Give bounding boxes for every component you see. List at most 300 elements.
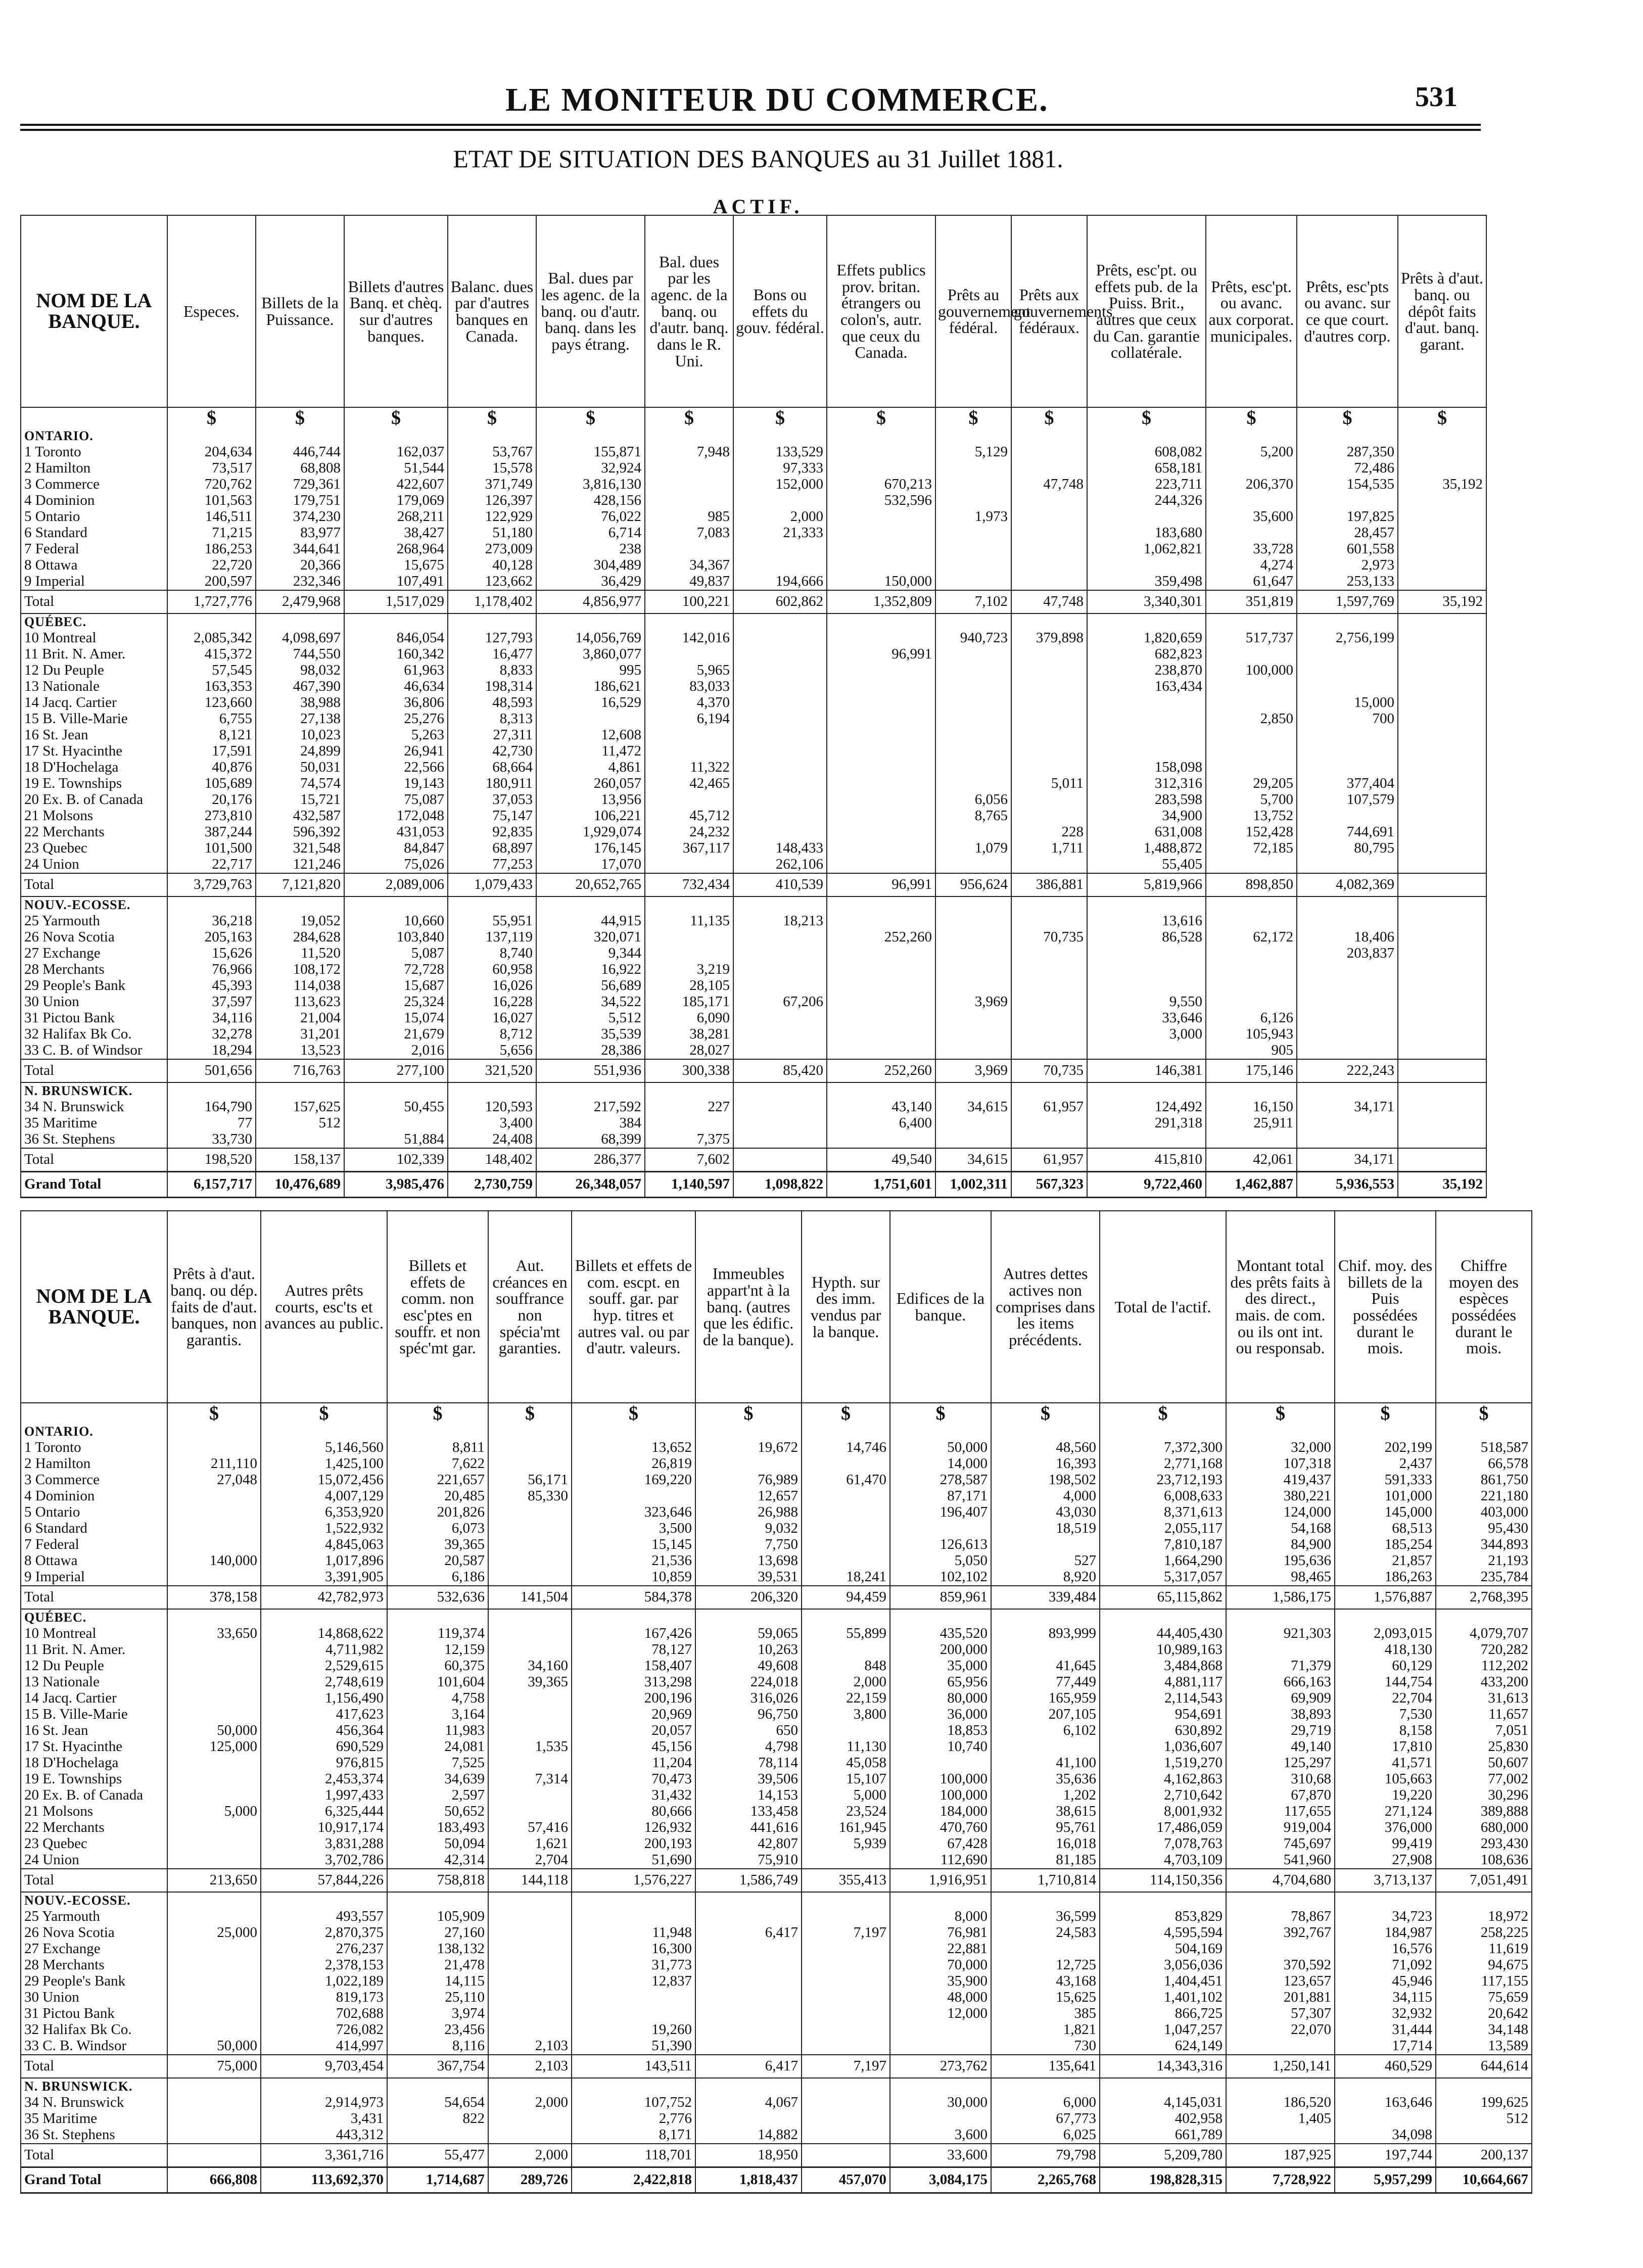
value-cell: 260,057 bbox=[536, 776, 645, 792]
value-cell bbox=[448, 613, 536, 630]
value-cell: 57,844,226 bbox=[261, 1869, 387, 1892]
value-cell bbox=[167, 1771, 261, 1787]
value-cell: 47,748 bbox=[1011, 590, 1087, 613]
value-cell: 1,062,821 bbox=[1087, 541, 1206, 557]
value-cell: $ bbox=[802, 1403, 890, 1424]
bank-name-cell: 27 Exchange bbox=[21, 1941, 167, 1957]
value-cell: 107,318 bbox=[1226, 1456, 1335, 1472]
value-cell: $ bbox=[261, 1403, 387, 1424]
value-cell: $ bbox=[733, 407, 827, 428]
value-cell: 200,196 bbox=[572, 1690, 695, 1707]
value-cell bbox=[1436, 1892, 1532, 1909]
value-cell: 32,932 bbox=[1335, 2006, 1436, 2022]
value-cell: 8,371,613 bbox=[1100, 1504, 1226, 1521]
grand-total-row bbox=[21, 2167, 1532, 2193]
value-cell bbox=[1398, 994, 1486, 1010]
value-cell: 57,416 bbox=[488, 1820, 572, 1836]
value-cell: 1,178,402 bbox=[448, 590, 536, 613]
value-cell bbox=[1398, 808, 1486, 824]
value-cell bbox=[695, 1990, 802, 2006]
value-cell: 12,608 bbox=[536, 727, 645, 743]
value-cell: 94,459 bbox=[802, 1586, 890, 1609]
table-row bbox=[21, 711, 1486, 727]
value-cell bbox=[991, 1892, 1100, 1909]
value-cell bbox=[1011, 1010, 1087, 1026]
value-cell: 21,536 bbox=[572, 1553, 695, 1569]
value-cell bbox=[1087, 711, 1206, 727]
value-cell bbox=[1398, 1115, 1486, 1131]
value-cell bbox=[827, 808, 935, 824]
value-cell: 4,079,707 bbox=[1436, 1626, 1532, 1642]
running-header: LE MONITEUR DU COMMERCE. bbox=[505, 81, 1049, 118]
value-cell: 126,613 bbox=[890, 1537, 991, 1553]
value-cell bbox=[802, 2111, 890, 2127]
value-cell: 126,932 bbox=[572, 1820, 695, 1836]
value-cell: 55,899 bbox=[802, 1626, 890, 1642]
value-cell: 5,512 bbox=[536, 1010, 645, 1026]
value-cell: 75,087 bbox=[344, 792, 448, 808]
value-cell bbox=[827, 460, 935, 477]
value-cell bbox=[645, 1115, 733, 1131]
value-cell bbox=[1206, 1131, 1297, 1148]
value-cell bbox=[1206, 743, 1297, 760]
value-cell bbox=[1011, 994, 1087, 1010]
value-cell bbox=[890, 2078, 991, 2095]
value-cell bbox=[733, 1043, 827, 1059]
value-cell bbox=[695, 1609, 802, 1626]
value-cell bbox=[1398, 679, 1486, 695]
value-cell: 76,981 bbox=[890, 1925, 991, 1941]
value-cell: 70,735 bbox=[1011, 929, 1087, 946]
value-cell: 3,974 bbox=[387, 2006, 488, 2022]
bank-name-cell: 16 St. Jean bbox=[21, 727, 167, 743]
bank-name-cell: 11 Brit. N. Amer. bbox=[21, 1642, 167, 1658]
value-cell bbox=[1011, 460, 1087, 477]
value-cell: 1,727,776 bbox=[167, 590, 256, 613]
value-cell: 2,710,642 bbox=[1100, 1787, 1226, 1804]
bank-name-cell: 30 Union bbox=[21, 1990, 167, 2006]
value-cell: 954,691 bbox=[1100, 1707, 1226, 1723]
value-cell: 33,646 bbox=[1087, 1010, 1206, 1026]
value-cell: 112,690 bbox=[890, 1852, 991, 1869]
value-cell: 10,740 bbox=[890, 1739, 991, 1755]
value-cell: 15,687 bbox=[344, 978, 448, 994]
value-cell bbox=[1398, 1131, 1486, 1148]
value-cell: 17,070 bbox=[536, 857, 645, 873]
value-cell bbox=[1398, 743, 1486, 760]
value-cell: 146,511 bbox=[167, 509, 256, 525]
value-cell: 5,011 bbox=[1011, 776, 1087, 792]
value-cell: 49,140 bbox=[1226, 1739, 1335, 1755]
value-cell bbox=[167, 613, 256, 630]
value-cell bbox=[1398, 727, 1486, 743]
value-cell bbox=[1297, 978, 1398, 994]
value-cell bbox=[167, 428, 256, 444]
value-cell: 36,599 bbox=[991, 1909, 1100, 1925]
value-cell: 321,520 bbox=[448, 1059, 536, 1082]
bank-name-cell: 28 Merchants bbox=[21, 962, 167, 978]
value-cell: 2,453,374 bbox=[261, 1771, 387, 1787]
table-row bbox=[21, 840, 1486, 857]
value-cell: 55,405 bbox=[1087, 857, 1206, 873]
column-header: Prêts, esc'pts ou avanc. sur ce que court. d'autres corp. bbox=[1297, 215, 1398, 407]
value-cell bbox=[167, 1424, 261, 1440]
value-cell: 105,909 bbox=[387, 1909, 488, 1925]
value-cell bbox=[802, 2006, 890, 2022]
value-cell: $ bbox=[935, 407, 1011, 428]
value-cell bbox=[167, 1941, 261, 1957]
value-cell: 43,140 bbox=[827, 1099, 935, 1115]
bank-name-cell: ONTARIO. bbox=[21, 428, 167, 444]
value-cell bbox=[1297, 808, 1398, 824]
value-cell: 435,520 bbox=[890, 1626, 991, 1642]
bank-name-cell: 1 Toronto bbox=[21, 1440, 167, 1456]
value-cell: 54,654 bbox=[387, 2095, 488, 2111]
currency-row bbox=[21, 1403, 1532, 1424]
value-cell: 5,146,560 bbox=[261, 1440, 387, 1456]
value-cell: 744,691 bbox=[1297, 824, 1398, 840]
value-cell: 1,711 bbox=[1011, 840, 1087, 857]
value-cell bbox=[935, 663, 1011, 679]
column-header: Prêts à d'aut. banq. ou dépôt faits d'aut. banq. garant. bbox=[1398, 215, 1486, 407]
value-cell: 69,909 bbox=[1226, 1690, 1335, 1707]
value-cell: 98,465 bbox=[1226, 1569, 1335, 1586]
table-row bbox=[21, 1836, 1532, 1852]
value-cell: 44,915 bbox=[536, 913, 645, 929]
value-cell bbox=[167, 2022, 261, 2038]
value-cell: 68,897 bbox=[448, 840, 536, 857]
value-cell bbox=[802, 1852, 890, 1869]
value-cell: 183,493 bbox=[387, 1820, 488, 1836]
value-cell: 133,458 bbox=[695, 1804, 802, 1820]
value-cell bbox=[536, 896, 645, 913]
value-cell bbox=[645, 946, 733, 962]
value-cell bbox=[935, 646, 1011, 663]
value-cell: 441,616 bbox=[695, 1820, 802, 1836]
table-row bbox=[21, 1909, 1532, 1925]
table-row bbox=[21, 1941, 1532, 1957]
value-cell: 389,888 bbox=[1436, 1804, 1532, 1820]
value-cell: 41,645 bbox=[991, 1658, 1100, 1674]
value-cell bbox=[827, 557, 935, 574]
value-cell: 18,213 bbox=[733, 913, 827, 929]
value-cell bbox=[1011, 946, 1087, 962]
value-cell: 157,625 bbox=[256, 1099, 344, 1115]
value-cell: 185,171 bbox=[645, 994, 733, 1010]
value-cell: 1,401,102 bbox=[1100, 1990, 1226, 2006]
value-cell bbox=[256, 428, 344, 444]
value-cell: 84,900 bbox=[1226, 1537, 1335, 1553]
value-cell: 50,094 bbox=[387, 1836, 488, 1852]
value-cell: 40,128 bbox=[448, 557, 536, 574]
value-cell bbox=[1226, 1424, 1335, 1440]
table-row bbox=[21, 857, 1486, 873]
value-cell: 859,961 bbox=[890, 1586, 991, 1609]
value-cell bbox=[167, 1990, 261, 2006]
value-cell bbox=[1398, 428, 1486, 444]
value-cell: 16,018 bbox=[991, 1836, 1100, 1852]
value-cell: 108,172 bbox=[256, 962, 344, 978]
value-cell bbox=[991, 1609, 1100, 1626]
value-cell: 370,592 bbox=[1226, 1957, 1335, 1973]
table-row bbox=[21, 1131, 1486, 1148]
value-cell: 148,402 bbox=[448, 1148, 536, 1172]
value-cell bbox=[1398, 1010, 1486, 1026]
bank-name-cell: 4 Dominion bbox=[21, 1488, 167, 1504]
value-cell: 169,220 bbox=[572, 1472, 695, 1488]
value-cell: 40,876 bbox=[167, 760, 256, 776]
value-cell: 2,914,973 bbox=[261, 2095, 387, 2111]
value-cell bbox=[1087, 896, 1206, 913]
value-cell: 199,625 bbox=[1436, 2095, 1532, 2111]
value-cell: 1,022,189 bbox=[261, 1973, 387, 1990]
value-cell bbox=[802, 1642, 890, 1658]
value-cell: 11,520 bbox=[256, 946, 344, 962]
bank-name-cell: 6 Standard bbox=[21, 1521, 167, 1537]
value-cell bbox=[1226, 1642, 1335, 1658]
value-cell bbox=[256, 613, 344, 630]
value-cell: 23,524 bbox=[802, 1804, 890, 1820]
value-cell: 379,898 bbox=[1011, 630, 1087, 646]
value-cell: 716,763 bbox=[256, 1059, 344, 1082]
region-heading-row bbox=[21, 2078, 1532, 2095]
value-cell: 100,000 bbox=[1206, 663, 1297, 679]
value-cell: 758,818 bbox=[387, 1869, 488, 1892]
value-cell: $ bbox=[1100, 1403, 1226, 1424]
value-cell: 42,807 bbox=[695, 1836, 802, 1852]
value-cell bbox=[1011, 743, 1087, 760]
value-cell: 176,145 bbox=[536, 840, 645, 857]
value-cell: 601,558 bbox=[1297, 541, 1398, 557]
value-cell bbox=[1011, 679, 1087, 695]
value-cell bbox=[733, 630, 827, 646]
value-cell: 682,823 bbox=[1087, 646, 1206, 663]
value-cell: 5,209,780 bbox=[1100, 2144, 1226, 2167]
value-cell: 24,899 bbox=[256, 743, 344, 760]
value-cell: 283,598 bbox=[1087, 792, 1206, 808]
value-cell: 293,430 bbox=[1436, 1836, 1532, 1852]
value-cell: 105,943 bbox=[1206, 1026, 1297, 1043]
value-cell: 101,000 bbox=[1335, 1488, 1436, 1504]
value-cell bbox=[167, 1569, 261, 1586]
value-cell: 19,143 bbox=[344, 776, 448, 792]
value-cell: 78,114 bbox=[695, 1755, 802, 1771]
value-cell: 75,659 bbox=[1436, 1990, 1532, 2006]
value-cell bbox=[1087, 727, 1206, 743]
value-cell: 108,636 bbox=[1436, 1852, 1532, 1869]
bank-name-cell: 5 Ontario bbox=[21, 509, 167, 525]
value-cell: 9,703,454 bbox=[261, 2055, 387, 2078]
value-cell: 8,833 bbox=[448, 663, 536, 679]
value-cell: 31,773 bbox=[572, 1957, 695, 1973]
value-cell bbox=[827, 994, 935, 1010]
value-cell bbox=[935, 946, 1011, 962]
value-cell: 3,816,130 bbox=[536, 477, 645, 493]
value-cell: 75,147 bbox=[448, 808, 536, 824]
value-cell bbox=[827, 962, 935, 978]
value-cell: 61,957 bbox=[1011, 1099, 1087, 1115]
value-cell: 6,400 bbox=[827, 1115, 935, 1131]
value-cell bbox=[733, 776, 827, 792]
value-cell: 4,145,031 bbox=[1100, 2095, 1226, 2111]
value-cell bbox=[261, 1892, 387, 1909]
value-cell: 8,765 bbox=[935, 808, 1011, 824]
value-cell: 102,102 bbox=[890, 1569, 991, 1586]
value-cell: 13,616 bbox=[1087, 913, 1206, 929]
value-cell bbox=[1297, 1043, 1398, 1059]
table-row bbox=[21, 525, 1486, 541]
value-cell bbox=[733, 541, 827, 557]
table-row bbox=[21, 1787, 1532, 1804]
value-cell bbox=[1206, 857, 1297, 873]
value-cell bbox=[1398, 824, 1486, 840]
value-cell bbox=[167, 1852, 261, 1869]
value-cell: 7,810,187 bbox=[1100, 1537, 1226, 1553]
value-cell: 20,057 bbox=[572, 1723, 695, 1739]
value-cell: 608,082 bbox=[1087, 444, 1206, 460]
value-cell: 410,539 bbox=[733, 873, 827, 896]
value-cell bbox=[261, 2078, 387, 2095]
value-cell bbox=[1297, 727, 1398, 743]
value-cell bbox=[1297, 613, 1398, 630]
value-cell bbox=[1206, 679, 1297, 695]
section-title: ACTIF. bbox=[713, 195, 804, 218]
value-cell bbox=[1011, 428, 1087, 444]
value-cell: 1,821 bbox=[991, 2022, 1100, 2038]
column-header: Autres dettes actives non comprises dans les items précédents. bbox=[991, 1211, 1100, 1403]
value-cell: 501,656 bbox=[167, 1059, 256, 1082]
value-cell: 20,176 bbox=[167, 792, 256, 808]
value-cell: 13,956 bbox=[536, 792, 645, 808]
value-cell: 35,192 bbox=[1398, 590, 1486, 613]
value-cell: 6,056 bbox=[935, 792, 1011, 808]
value-cell: 470,760 bbox=[890, 1820, 991, 1836]
value-cell: 6,073 bbox=[387, 1521, 488, 1537]
value-cell bbox=[167, 1674, 261, 1690]
value-cell: 7,083 bbox=[645, 525, 733, 541]
value-cell: 661,789 bbox=[1100, 2127, 1226, 2144]
bank-name-cell: 35 Maritime bbox=[21, 1115, 167, 1131]
value-cell bbox=[1398, 630, 1486, 646]
table-row bbox=[21, 2111, 1532, 2127]
value-cell bbox=[802, 1892, 890, 1909]
value-cell bbox=[1398, 557, 1486, 574]
value-cell: 1,522,932 bbox=[261, 1521, 387, 1537]
bank-name-cell: NOUV.-ECOSSE. bbox=[21, 1892, 167, 1909]
value-cell: 95,430 bbox=[1436, 1521, 1532, 1537]
value-cell: 313,298 bbox=[572, 1674, 695, 1690]
value-cell: 32,278 bbox=[167, 1026, 256, 1043]
value-cell bbox=[1398, 792, 1486, 808]
value-cell: 16,228 bbox=[448, 994, 536, 1010]
value-cell: $ bbox=[695, 1403, 802, 1424]
value-cell: 4,162,863 bbox=[1100, 1771, 1226, 1787]
value-cell: 186,263 bbox=[1335, 1569, 1436, 1586]
value-cell bbox=[827, 840, 935, 857]
value-cell: 49,608 bbox=[695, 1658, 802, 1674]
value-cell: 94,675 bbox=[1436, 1957, 1532, 1973]
value-cell: 26,819 bbox=[572, 1456, 695, 1472]
value-cell: 70,000 bbox=[890, 1957, 991, 1973]
value-cell: 853,829 bbox=[1100, 1909, 1226, 1925]
value-cell: 135,641 bbox=[991, 2055, 1100, 2078]
region-heading-row bbox=[21, 896, 1486, 913]
value-cell: 27,138 bbox=[256, 711, 344, 727]
value-cell: 112,202 bbox=[1436, 1658, 1532, 1674]
value-cell: 34,148 bbox=[1436, 2022, 1532, 2038]
value-cell: 7,121,820 bbox=[256, 873, 344, 896]
value-cell: 73,517 bbox=[167, 460, 256, 477]
value-cell: 99,419 bbox=[1335, 1836, 1436, 1852]
value-cell: 35,192 bbox=[1398, 477, 1486, 493]
bank-name-cell: 13 Nationale bbox=[21, 1674, 167, 1690]
value-cell: 106,221 bbox=[536, 808, 645, 824]
value-cell: 8,313 bbox=[448, 711, 536, 727]
value-cell: 273,762 bbox=[890, 2055, 991, 2078]
table-row bbox=[21, 1553, 1532, 1569]
value-cell: 8,001,932 bbox=[1100, 1804, 1226, 1820]
value-cell: $ bbox=[1436, 1403, 1532, 1424]
table-row bbox=[21, 1626, 1532, 1642]
value-cell: 1,714,687 bbox=[387, 2167, 488, 2193]
value-cell: 113,623 bbox=[256, 994, 344, 1010]
value-cell: 101,500 bbox=[167, 840, 256, 857]
value-cell: 65,956 bbox=[890, 1674, 991, 1690]
value-cell bbox=[1398, 1059, 1486, 1082]
value-cell: 19,052 bbox=[256, 913, 344, 929]
value-cell: 567,323 bbox=[1011, 1172, 1087, 1198]
value-cell: 97,333 bbox=[733, 460, 827, 477]
value-cell: 6,325,444 bbox=[261, 1804, 387, 1820]
value-cell bbox=[802, 1488, 890, 1504]
value-cell: 80,795 bbox=[1297, 840, 1398, 857]
value-cell: 3,056,036 bbox=[1100, 1957, 1226, 1973]
value-cell: 35,539 bbox=[536, 1026, 645, 1043]
value-cell: 34,723 bbox=[1335, 1909, 1436, 1925]
table-row bbox=[21, 541, 1486, 557]
value-cell: 34,615 bbox=[935, 1148, 1011, 1172]
value-cell: 126,397 bbox=[448, 493, 536, 509]
value-cell: 7,948 bbox=[645, 444, 733, 460]
value-cell bbox=[1398, 896, 1486, 913]
bank-name-cell: 18 D'Hochelaga bbox=[21, 760, 167, 776]
value-cell: 18,406 bbox=[1297, 929, 1398, 946]
bank-name-cell: 10 Montreal bbox=[21, 630, 167, 646]
value-cell: 77,002 bbox=[1436, 1771, 1532, 1787]
value-cell bbox=[1398, 541, 1486, 557]
value-cell: 152,000 bbox=[733, 477, 827, 493]
value-cell bbox=[1206, 493, 1297, 509]
value-cell: 1,664,290 bbox=[1100, 1553, 1226, 1569]
bank-name-cell: 30 Union bbox=[21, 994, 167, 1010]
value-cell: 13,698 bbox=[695, 1553, 802, 1569]
value-cell bbox=[167, 2095, 261, 2111]
table-row bbox=[21, 1440, 1532, 1456]
value-cell: 162,037 bbox=[344, 444, 448, 460]
value-cell: 2,085,342 bbox=[167, 630, 256, 646]
value-cell: 158,137 bbox=[256, 1148, 344, 1172]
value-cell bbox=[695, 1892, 802, 1909]
bank-name-cell: Grand Total bbox=[21, 2167, 167, 2193]
total-row bbox=[21, 1059, 1486, 1082]
value-cell: 37,597 bbox=[167, 994, 256, 1010]
value-cell: 200,193 bbox=[572, 1836, 695, 1852]
value-cell bbox=[695, 2006, 802, 2022]
value-cell bbox=[890, 2038, 991, 2055]
value-cell: 119,374 bbox=[387, 1626, 488, 1642]
value-cell: $ bbox=[1011, 407, 1087, 428]
value-cell: 37,053 bbox=[448, 792, 536, 808]
